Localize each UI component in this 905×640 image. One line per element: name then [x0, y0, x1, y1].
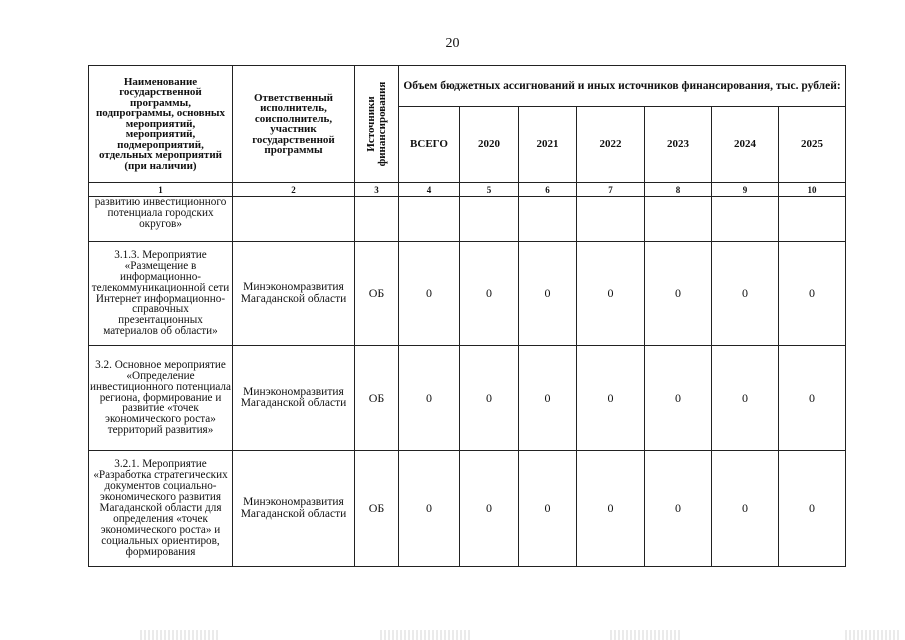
row-name: 3.1.3. Мероприятие «Размещение в информационно-телекоммуникационной сети Интернет информационно-справочных презентационных материалов об области» [89, 242, 233, 346]
row-value: 0 [779, 346, 846, 451]
row-value: 0 [645, 346, 712, 451]
row-value: 0 [577, 346, 645, 451]
row-value: 0 [645, 451, 712, 567]
row-value: 0 [399, 451, 460, 567]
table-row [89, 197, 846, 242]
column-number: 2 [233, 183, 355, 197]
scan-artifact [845, 630, 900, 640]
header-sources [355, 66, 399, 183]
row-source: ОБ [355, 242, 399, 346]
row-value: 0 [460, 451, 519, 567]
header-year: 2021 [519, 107, 577, 183]
table-row [89, 242, 846, 346]
row-responsible: Минэкономразвития Магаданской области [233, 242, 355, 346]
header-responsible: Ответственный исполнитель, соисполнитель, участник государственной программы [233, 66, 355, 183]
row-value: 0 [519, 451, 577, 567]
row-source: ОБ [355, 451, 399, 567]
header-year: 2024 [712, 107, 779, 183]
row-value [779, 197, 846, 242]
column-number: 1 [89, 183, 233, 197]
row-responsible: Минэкономразвития Магаданской области [233, 451, 355, 567]
row-value [577, 197, 645, 242]
row-value: 0 [779, 451, 846, 567]
financing-table [88, 65, 846, 567]
row-name: 3.2. Основное мероприятие «Определение инвестиционного потенциала региона, формирование и развитие «точек экономического роста» территорий развития» [89, 346, 233, 451]
column-number: 3 [355, 183, 399, 197]
row-value [519, 197, 577, 242]
row-value [712, 197, 779, 242]
scan-artifact [140, 630, 220, 640]
row-value: 0 [779, 242, 846, 346]
header-year: 2023 [645, 107, 712, 183]
header-volume: Объем бюджетных ассигнований и иных источников финансирования, тыс. рублей: [399, 66, 846, 107]
header-name: Наименование государственной программы, подпрограммы, основных мероприятий, мероприятий, подмероприятий, отдельных мероприятий (при наличии) [89, 66, 233, 183]
row-value: 0 [399, 242, 460, 346]
column-number: 7 [577, 183, 645, 197]
row-value: 0 [645, 242, 712, 346]
row-value: 0 [577, 451, 645, 567]
column-number: 5 [460, 183, 519, 197]
column-number-row [89, 183, 846, 197]
header-year: 2022 [577, 107, 645, 183]
row-value [460, 197, 519, 242]
header-year: 2020 [460, 107, 519, 183]
row-source [355, 197, 399, 242]
scan-artifact [610, 630, 680, 640]
column-number: 8 [645, 183, 712, 197]
row-value: 0 [577, 242, 645, 346]
scan-artifact [380, 630, 470, 640]
column-number: 10 [779, 183, 846, 197]
row-value: 0 [712, 242, 779, 346]
row-name: 3.2.1. Мероприятие «Разработка стратегических документов социально-экономического развития Магаданской области для определения «точек экономического роста» и социальных ориентиров, формирования [89, 451, 233, 567]
row-value: 0 [712, 451, 779, 567]
header-sources-label: Источники финансирования [364, 81, 388, 167]
row-value: 0 [519, 346, 577, 451]
row-value: 0 [460, 242, 519, 346]
row-value: 0 [712, 346, 779, 451]
row-value: 0 [460, 346, 519, 451]
header-total: ВСЕГО [399, 107, 460, 183]
row-value: 0 [399, 346, 460, 451]
row-source: ОБ [355, 346, 399, 451]
header-year: 2025 [779, 107, 846, 183]
row-responsible: Минэкономразвития Магаданской области [233, 346, 355, 451]
row-value [645, 197, 712, 242]
page-number: 20 [445, 36, 460, 51]
column-number: 6 [519, 183, 577, 197]
row-value [399, 197, 460, 242]
row-responsible [233, 197, 355, 242]
row-name: развитию инвестиционного потенциала городских округов» [89, 197, 233, 242]
column-number: 4 [399, 183, 460, 197]
column-number: 9 [712, 183, 779, 197]
row-value: 0 [519, 242, 577, 346]
table-row [89, 451, 846, 567]
table-row [89, 346, 846, 451]
